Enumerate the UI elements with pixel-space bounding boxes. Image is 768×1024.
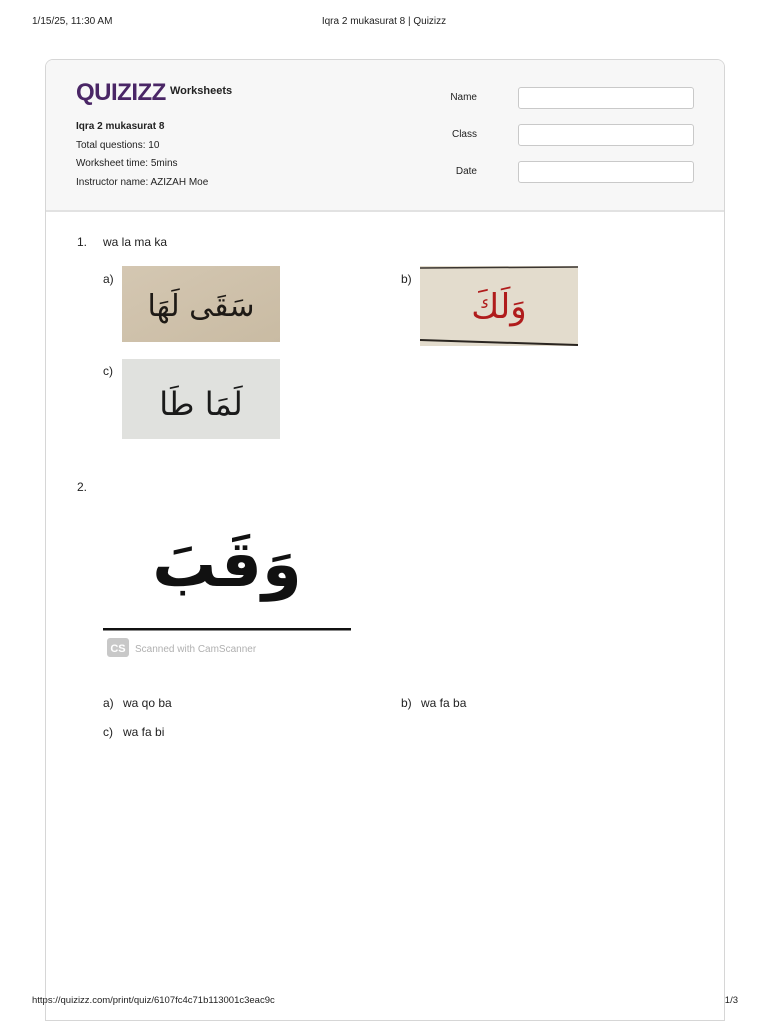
worksheet-title: Iqra 2 mukasurat 8 [76, 121, 165, 132]
camscanner-badge: CS [110, 643, 126, 655]
worksheet-meta [76, 118, 208, 192]
total-questions: Total questions: 10 [76, 139, 160, 151]
q1-option-b-arabic: وَلَكَ [471, 287, 527, 327]
worksheet-header [46, 60, 724, 212]
class-field-row [426, 124, 692, 146]
camscanner-caption: Scanned with CamScanner [135, 644, 257, 655]
q1-option-c-arabic: لَمَا طَا [159, 385, 243, 423]
print-footer [0, 995, 768, 1009]
q2-option-b-letter: b) [401, 696, 412, 710]
quizizz-logo [76, 78, 168, 106]
question-1-text: wa la ma ka [103, 235, 168, 249]
date-label: Date [455, 166, 477, 177]
question-2-arabic: وَقَبَ [152, 528, 302, 602]
name-input[interactable] [518, 87, 694, 109]
instructor-name: Instructor name: AZIZAH Moe [76, 176, 209, 188]
worksheet-sheet [45, 59, 725, 1021]
name-label: Name [450, 92, 477, 103]
print-title: Iqra 2 mukasurat 8 | Quizizz [321, 16, 447, 27]
q2-option-b-text[interactable]: wa fa ba [421, 696, 467, 710]
page-number: 1/3 [724, 995, 738, 1006]
name-field-row [426, 87, 692, 109]
q1-option-a-arabic: سَقَى لَهَا [147, 289, 255, 324]
logo-text: QUIZIZZ [76, 79, 166, 106]
q2-option-c-text[interactable]: wa fa bi [123, 725, 165, 739]
print-header [0, 16, 768, 32]
q2-option-a-text[interactable]: wa qo ba [123, 696, 172, 710]
print-url[interactable]: https://quizizz.com/print/quiz/6107fc4c71b113001c3eac9c [32, 995, 275, 1006]
class-input[interactable] [518, 124, 694, 146]
q1-option-c-letter: c) [103, 364, 113, 378]
q2-option-c-letter: c) [103, 725, 113, 739]
q1-option-a-letter: a) [103, 272, 114, 286]
q2-option-a-letter: a) [103, 696, 114, 710]
date-input[interactable] [518, 161, 694, 183]
worksheet-time: Worksheet time: 5mins [76, 158, 178, 169]
q1-option-b-letter: b) [401, 272, 412, 286]
question-2-number: 2. [77, 480, 88, 494]
q1-option-a-image[interactable] [122, 266, 280, 342]
date-field-row [426, 161, 692, 183]
question-2-image [103, 478, 351, 665]
brand-product: Worksheets [170, 85, 233, 97]
class-label: Class [451, 129, 477, 140]
question-1-number: 1. [77, 235, 88, 249]
print-datetime: 1/15/25, 11:30 AM [32, 16, 113, 27]
q1-option-c-image[interactable] [122, 359, 280, 439]
q1-option-b-image[interactable] [420, 266, 578, 346]
